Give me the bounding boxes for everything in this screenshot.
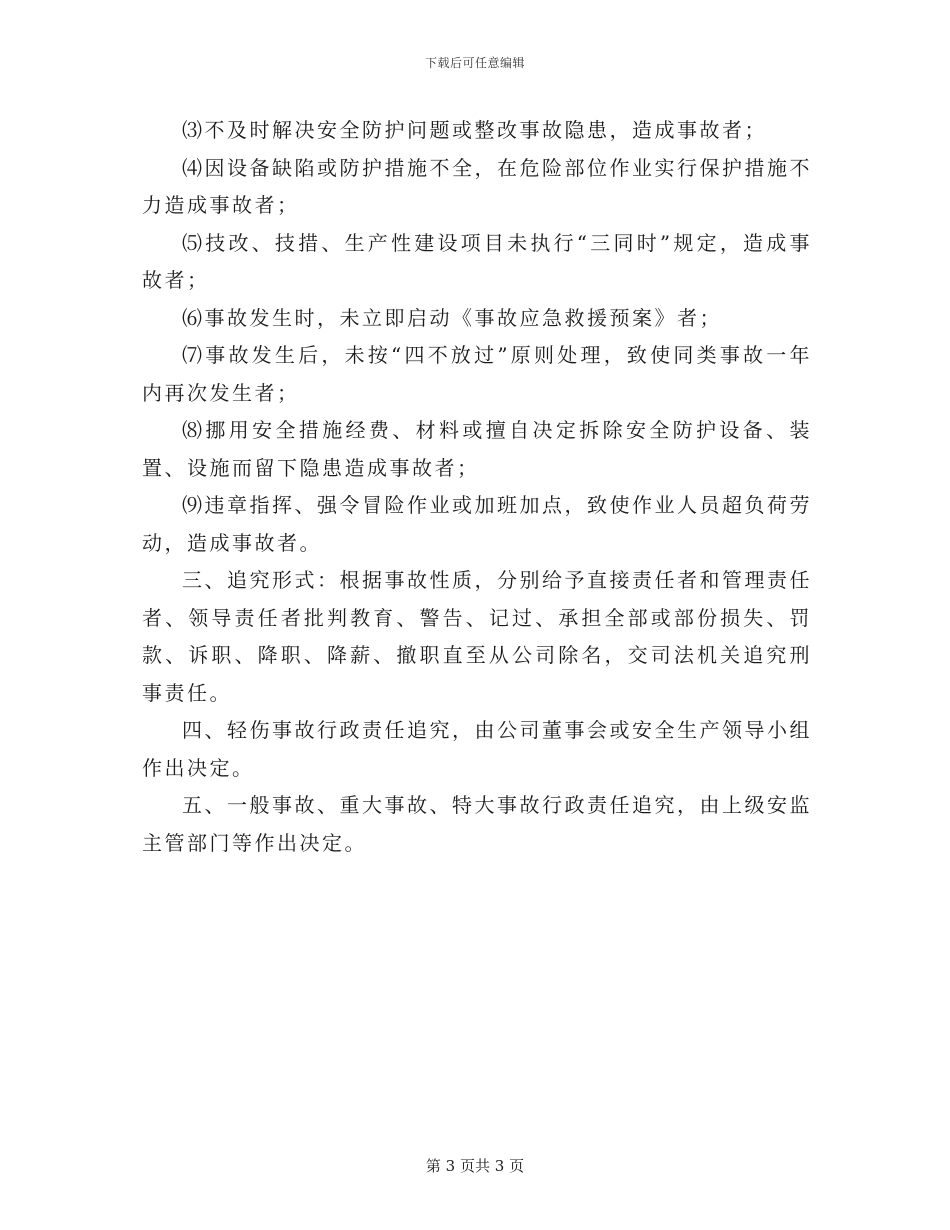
paragraph-item-6: ⑹事故发生时，未立即启动《事故应急救援预案》者； (182, 305, 722, 330)
section-five-paragraph: 五、一般事故、重大事故、特大事故行政责任追究，由上级安监主管部门等作出决定。 (142, 793, 812, 855)
page-footer: 第 3 页共 3 页 (425, 1157, 525, 1175)
paragraph-item-4: ⑷因设备缺陷或防护措施不全，在危险部位作业实行保护措施不力造成事故者； (142, 155, 812, 217)
paragraph-item-9: ⑼违章指挥、强令冒险作业或加班加点，致使作业人员超负荷劳动，造成事故者。 (142, 493, 812, 555)
paragraph-item-8: ⑻挪用安全措施经费、材料或擅自决定拆除安全防护设备、装置、设施而留下隐患造成事故者； (142, 418, 812, 480)
paragraph-item-3: ⑶不及时解决安全防护问题或整改事故隐患，造成事故者； (182, 118, 767, 142)
document-body (142, 112, 812, 862)
paragraph-item-7: ⑺事故发生后，未按“四不放过”原则处理，致使同类事故一年内再次发生者； (142, 343, 812, 405)
paragraph-item-5: ⑸技改、技措、生产性建设项目未执行“三同时”规定，造成事故者； (142, 230, 812, 292)
page-header: 下载后可任意编辑 (424, 56, 525, 70)
section-four-paragraph: 四、轻伤事故行政责任追究，由公司董事会或安全生产领导小组作出决定。 (142, 718, 812, 780)
section-three-paragraph: 三、追究形式：根据事故性质，分别给予直接责任者和管理责任者、领导责任者批判教育、警告、记过、承担全部或部份损失、罚款、诉职、降职、降薪、撤职直至从公司除名，交司法机关追究刑事责任。 (142, 568, 812, 705)
